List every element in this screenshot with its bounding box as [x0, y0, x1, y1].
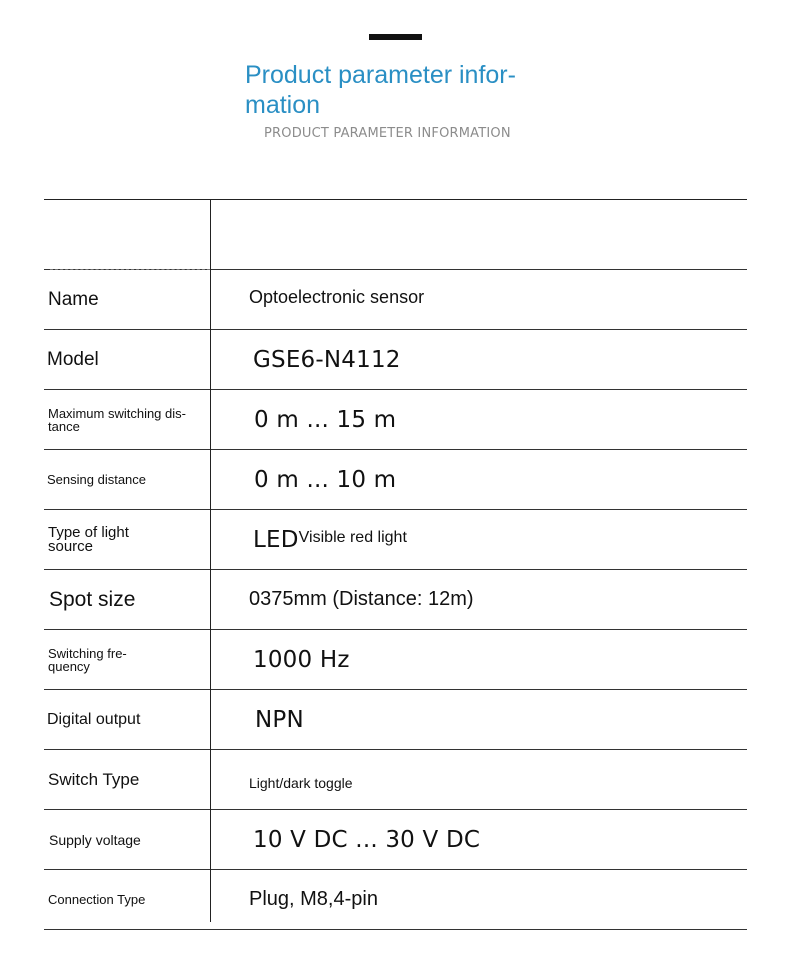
row-label: Spot size — [49, 587, 136, 611]
row-value — [253, 510, 747, 569]
light-source-color: Visible red light — [298, 528, 407, 546]
row-value: GSE6-N4112 — [253, 346, 401, 373]
table-row-light-source — [44, 510, 747, 570]
table-row-spot-size — [44, 570, 747, 630]
page-title: Product parameter infor-mation — [245, 61, 516, 119]
row-label: Sensing distance — [47, 472, 147, 487]
row-label: Maximum switching dis-tance — [48, 405, 186, 434]
row-value: Plug, M8,4-pin — [249, 888, 378, 910]
page-subtitle: PRODUCT PARAMETER INFORMATION — [264, 126, 511, 141]
row-value: 10 V DC ... 30 V DC — [253, 826, 481, 853]
row-label: Switching fre-quency — [48, 645, 127, 674]
parameter-table — [44, 199, 747, 930]
light-source-type: LED — [253, 526, 299, 553]
decorative-top-bar — [369, 34, 422, 40]
row-label: Connection Type — [48, 892, 146, 907]
table-row-name — [44, 270, 747, 330]
row-label: Switch Type — [48, 769, 140, 789]
row-value: Optoelectronic sensor — [249, 287, 425, 307]
table-row-switching-frequency — [44, 630, 747, 690]
row-value: 0 m ... 15 m — [254, 406, 397, 433]
row-value: NPN — [255, 706, 304, 733]
table-row-max-switching-distance — [44, 390, 747, 450]
row-label: Name — [48, 288, 99, 310]
table-header-row — [44, 200, 747, 270]
row-value: 1000 Hz — [253, 646, 350, 673]
table-row-digital-output — [44, 690, 747, 750]
row-value: Light/dark toggle — [249, 774, 353, 791]
row-value: 0375mm (Distance: 12m) — [249, 588, 474, 610]
table-row-model — [44, 330, 747, 390]
row-value: 0 m ... 10 m — [254, 466, 397, 493]
table-row-connection-type — [44, 870, 747, 930]
row-label: Digital output — [47, 710, 141, 728]
row-label: Model — [47, 348, 99, 370]
table-row-supply-voltage — [44, 810, 747, 870]
column-divider — [210, 199, 211, 922]
row-label: Type of light source — [48, 523, 129, 555]
row-label: Supply voltage — [49, 831, 141, 848]
table-row-sensing-distance — [44, 450, 747, 510]
table-row-switch-type — [44, 750, 747, 810]
